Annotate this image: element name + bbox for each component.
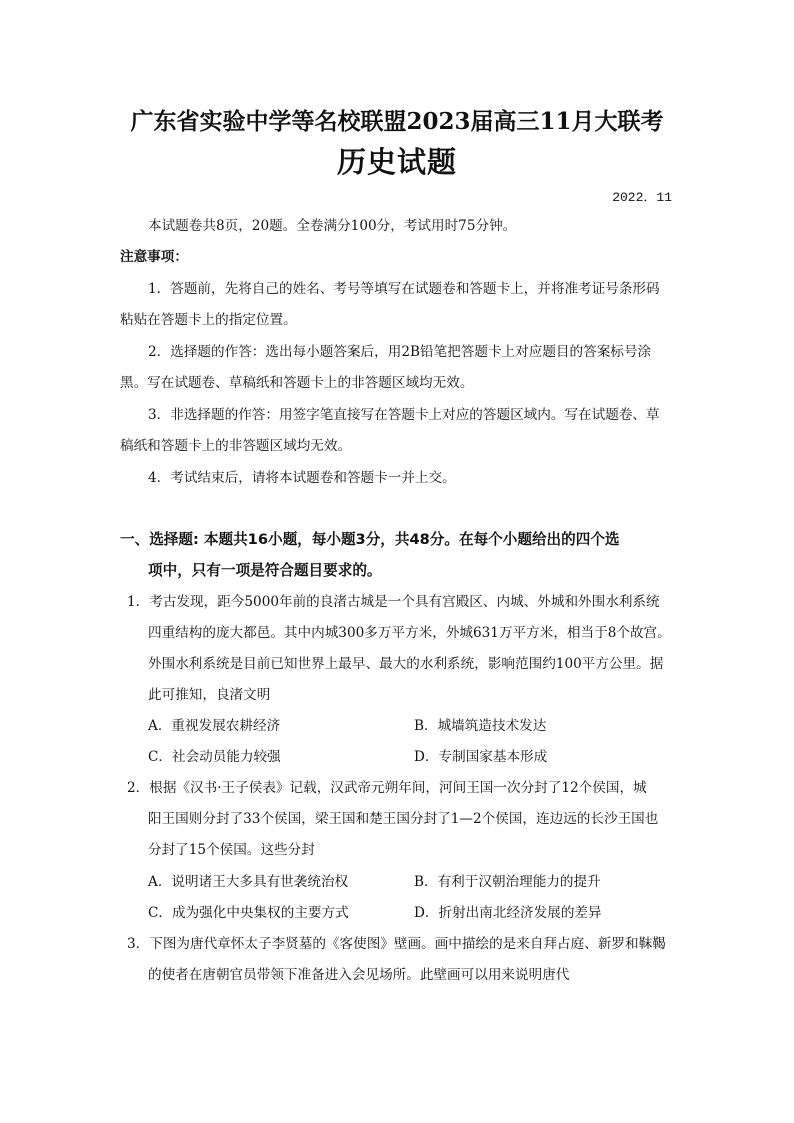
question-1-line: 四重结构的庞大都邑。其中内城300多万平方米，外城631万平方米，相当于8个故宫。 [148, 625, 671, 641]
question-1-option-c: C．社会动员能力较强 [148, 749, 281, 765]
question-1-line: 1．考古发现，距今5000年前的良渚古城是一个具有宫殿区、内城、外城和外围水利系统 [127, 594, 660, 610]
question-2-option-a: A．说明诸王大多具有世袭统治权 [148, 874, 349, 890]
question-2-line: 阳王国则分封了33个侯国，梁王国和楚王国分封了1—2个侯国，连边远的长沙王国也 [148, 811, 659, 827]
intro-text: 本试题卷共8页，20题。全卷满分100分，考试用时75分钟。 [148, 218, 517, 234]
notice-line: 稿纸和答题卡上的非答题区域均无效。 [120, 438, 352, 454]
notice-line: 4．考试结束后，请将本试题卷和答题卡一并上交。 [148, 470, 456, 486]
question-2-line: 分封了15个侯国。这些分封 [148, 842, 315, 858]
question-2-option-c: C．成为强化中央集权的主要方式 [148, 905, 349, 921]
question-1-option-a: A．重视发展农耕经济 [148, 718, 281, 734]
notice-line: 黑。写在试题卷、草稿纸和答题卡上的非答题区域均无效。 [120, 375, 474, 391]
exam-title: 广东省实验中学等名校联盟2023届高三11月大联考 [130, 108, 664, 135]
question-2-option-d: D．折射出南北经济发展的差异 [414, 905, 602, 921]
section-heading: 一、选择题: 本题共16小题，每小题3分，共48分。在每个小题给出的四个选 [120, 531, 620, 548]
question-2-line: 2．根据《汉书·王子侯表》记载，汉武帝元朔年间，河间王国一次分封了12个侯国，城 [127, 780, 647, 796]
section-heading-cont: 项中，只有一项是符合题目要求的。 [148, 562, 382, 579]
question-2-option-b: B．有利于汉朝治理能力的提升 [414, 874, 601, 890]
question-1-option-d: D．专制国家基本形成 [414, 749, 548, 765]
notice-line: 3．非选择题的作答：用签字笔直接写在答题卡上对应的答题区域内。写在试题卷、草 [148, 407, 660, 423]
subject-title: 历史试题 [336, 145, 457, 179]
notice-line: 粘贴在答题卡上的指定位置。 [120, 312, 297, 328]
notice-heading: 注意事项： [120, 249, 188, 265]
question-3-line: 3．下图为唐代章怀太子李贤墓的《客使图》壁画。画中描绘的是来自拜占庭、新罗和靺鞨 [127, 936, 666, 952]
exam-date: 2022．11 [612, 190, 672, 205]
question-3-line: 的使者在唐朝官员带领下准备进入会见场所。此壁画可以用来说明唐代 [148, 967, 570, 983]
question-1-option-b: B．城墙筑造技术发达 [414, 718, 547, 734]
notice-line: 2．选择题的作答：选出每小题答案后，用2B铅笔把答题卡上对应题目的答案标号涂 [148, 344, 652, 360]
question-1-line: 外围水利系统是目前已知世界上最早、最大的水利系统，影响范围约100平方公里。据 [148, 656, 664, 672]
question-1-line: 此可推知，良渚文明 [148, 687, 271, 703]
notice-line: 1．答题前，先将自己的姓名、考号等填写在试题卷和答题卡上，并将准考证号条形码 [148, 281, 660, 297]
